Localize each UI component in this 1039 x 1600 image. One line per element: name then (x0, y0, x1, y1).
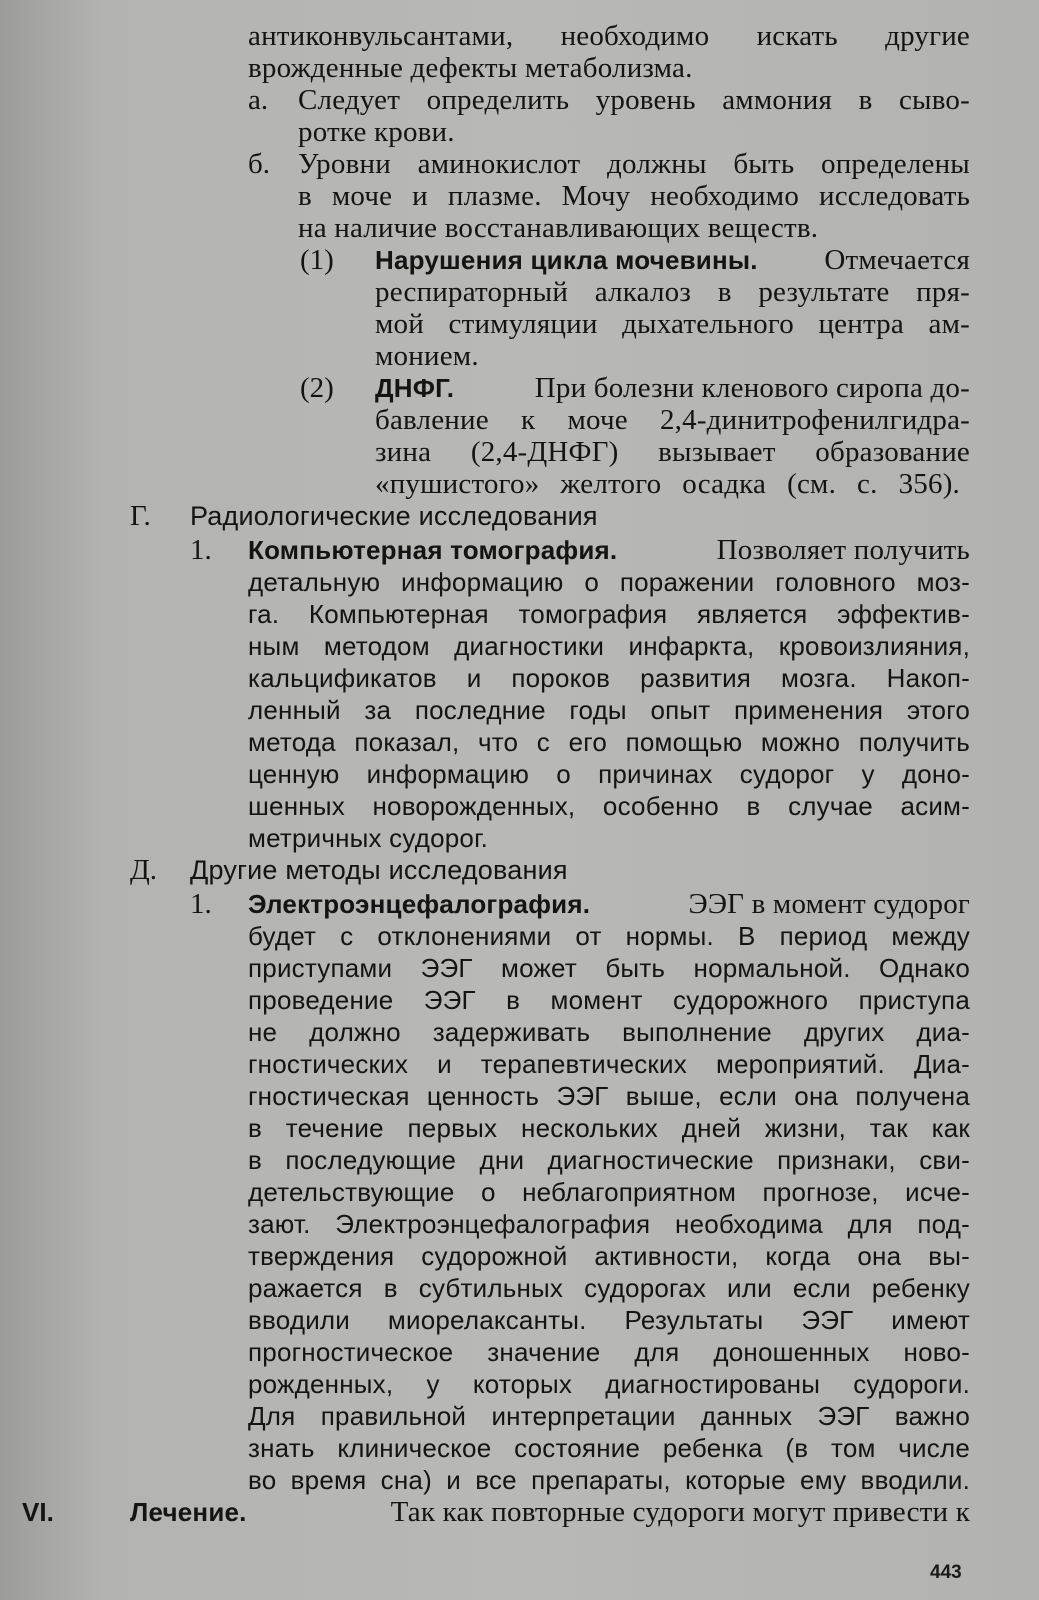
section-d-item-1-line-1-rest: ЭЭГ в момент судорог (688, 888, 970, 920)
section-d-item-1-line-4: проведение ЭЭГ в момент судорожного приступа (248, 985, 970, 1015)
intro-line-2: врожденные дефекты метаболизма. (248, 52, 693, 84)
section-d-item-1-line-17: Для правильной интерпретации данных ЭЭГ важно (248, 1401, 970, 1431)
sub-2-term: ДНФГ. (375, 373, 455, 403)
section-d-item-1-line-10: детельствующие о неблагоприятном прогнозе, исче- (248, 1177, 970, 1207)
section-g-marker: Г. (130, 500, 151, 532)
section-g-item-1-line-1-rest: Позволяет получить (716, 534, 970, 566)
section-d-item-1-marker: 1. (190, 888, 212, 920)
item-b-marker: б. (248, 148, 271, 180)
item-a-marker: а. (248, 84, 269, 116)
item-a-line-1: Следует определить уровень аммония в сыво- (298, 84, 970, 116)
section-d-item-1-line-11: зают. Электроэнцефалография необходима для под- (248, 1209, 970, 1239)
section-d-item-1-line-19: во время сна) и все препараты, которые ему вводили. (248, 1465, 970, 1495)
section-g-item-1-marker: 1. (190, 534, 212, 566)
section-d-item-1-line-6: гностических и терапевтических мероприятий. Диа- (248, 1049, 970, 1079)
section-g-item-1-line-8: ценную информацию о причинах судорог у доно- (248, 759, 970, 789)
intro-line-1: антиконвульсантами, необходимо искать другие (248, 20, 970, 52)
section-g-item-1-line-3: га. Компьютерная томография является эффектив- (248, 599, 970, 629)
sub-1-line-3: мой стимуляции дыхательного центра ам- (375, 308, 970, 340)
sub-1-term: Нарушения цикла мочевины. (375, 245, 758, 275)
item-b-line-3: на наличие восстанавливающих веществ. (298, 212, 819, 244)
section-vi-marker: VI. (22, 1497, 54, 1527)
sub-2-line-1 (375, 372, 970, 404)
sub-1-marker: (1) (300, 244, 334, 276)
section-d-item-1-line-5: не должно задерживать выполнение других диа- (248, 1017, 970, 1047)
section-g-title: Радиологические исследования (190, 501, 598, 531)
section-g-item-1-line-5: кальцификатов и пороков развития мозга. Накоп- (248, 663, 970, 693)
section-g-item-1-line-4: ным методом диагностики инфаркта, кровоизлияния, (248, 631, 970, 661)
section-g-item-1-line-1 (248, 534, 970, 566)
section-d-item-1-line-18: знать клиническое состояние ребенка (в том числе (248, 1433, 970, 1463)
section-d-item-1-line-9: в последующие дни диагностические признаки, сви- (248, 1145, 970, 1175)
section-g-item-1-line-9: шенных новорожденных, особенно в случае асим- (248, 791, 970, 821)
section-d-item-1-line-7: гностическая ценность ЭЭГ выше, если она получена (248, 1081, 970, 1111)
sub-1-line-1-rest: Отмечается (824, 244, 970, 276)
section-vi-line-1-rest: Так как повторные судороги могут привести к (390, 1496, 970, 1528)
section-d-item-1-line-12: тверждения судорожной активности, когда она вы- (248, 1241, 970, 1271)
sub-2-line-4: «пушистого» желтого осадка (см. с. 356). (375, 468, 960, 500)
section-d-title: Другие методы исследования (190, 855, 568, 885)
section-g-item-1-line-10: метричных судорог. (248, 823, 488, 853)
section-d-item-1-line-8: в течение первых нескольких дней жизни, так как (248, 1113, 970, 1143)
section-g-item-1-term: Компьютерная томография. (248, 535, 618, 565)
sub-2-line-2: бавление к моче 2,4-динитрофенилгидра- (375, 404, 970, 436)
section-vi-line-1 (130, 1496, 970, 1528)
sub-2-marker: (2) (300, 372, 334, 404)
section-g-item-1-line-6: ленный за последние годы опыт применения этого (248, 695, 970, 725)
page-number: 443 (930, 1562, 962, 1583)
section-d-marker: Д. (130, 854, 158, 886)
sub-2-line-3: зина (2,4-ДНФГ) вызывает образование (375, 436, 970, 468)
item-b-line-2: в моче и плазме. Мочу необходимо исследовать (298, 180, 970, 212)
section-g-item-1-line-7: метода показал, что с его помощью можно получить (248, 727, 970, 757)
section-d-item-1-line-16: рожденных, у которых диагностированы судороги. (248, 1369, 970, 1399)
section-g-item-1-line-2: детальную информацию о поражении головного моз- (248, 567, 970, 597)
sub-2-line-1-rest: При болезни кленового сиропа до- (534, 372, 970, 404)
section-vi-term: Лечение. (130, 1497, 247, 1527)
section-d-item-1-line-14: вводили миорелаксанты. Результаты ЭЭГ имеют (248, 1305, 970, 1335)
sub-1-line-2: респираторный алкалоз в результате пря- (375, 276, 970, 308)
section-d-item-1-line-1 (248, 888, 970, 920)
section-d-item-1-line-3: приступами ЭЭГ может быть нормальной. Однако (248, 953, 970, 983)
sub-1-line-4: монием. (375, 340, 479, 372)
section-d-item-1-line-15: прогностическое значение для доношенных ново- (248, 1337, 970, 1367)
item-a-line-2: ротке крови. (298, 116, 455, 148)
section-d-item-1-line-2: будет с отклонениями от нормы. В период между (248, 921, 970, 951)
section-d-item-1-line-13: ражается в субтильных судорогах или если ребенку (248, 1273, 970, 1303)
sub-1-line-1 (375, 244, 970, 276)
section-d-item-1-term: Электроэнцефалография. (248, 889, 591, 919)
item-b-line-1: Уровни аминокислот должны быть определены (298, 148, 970, 180)
